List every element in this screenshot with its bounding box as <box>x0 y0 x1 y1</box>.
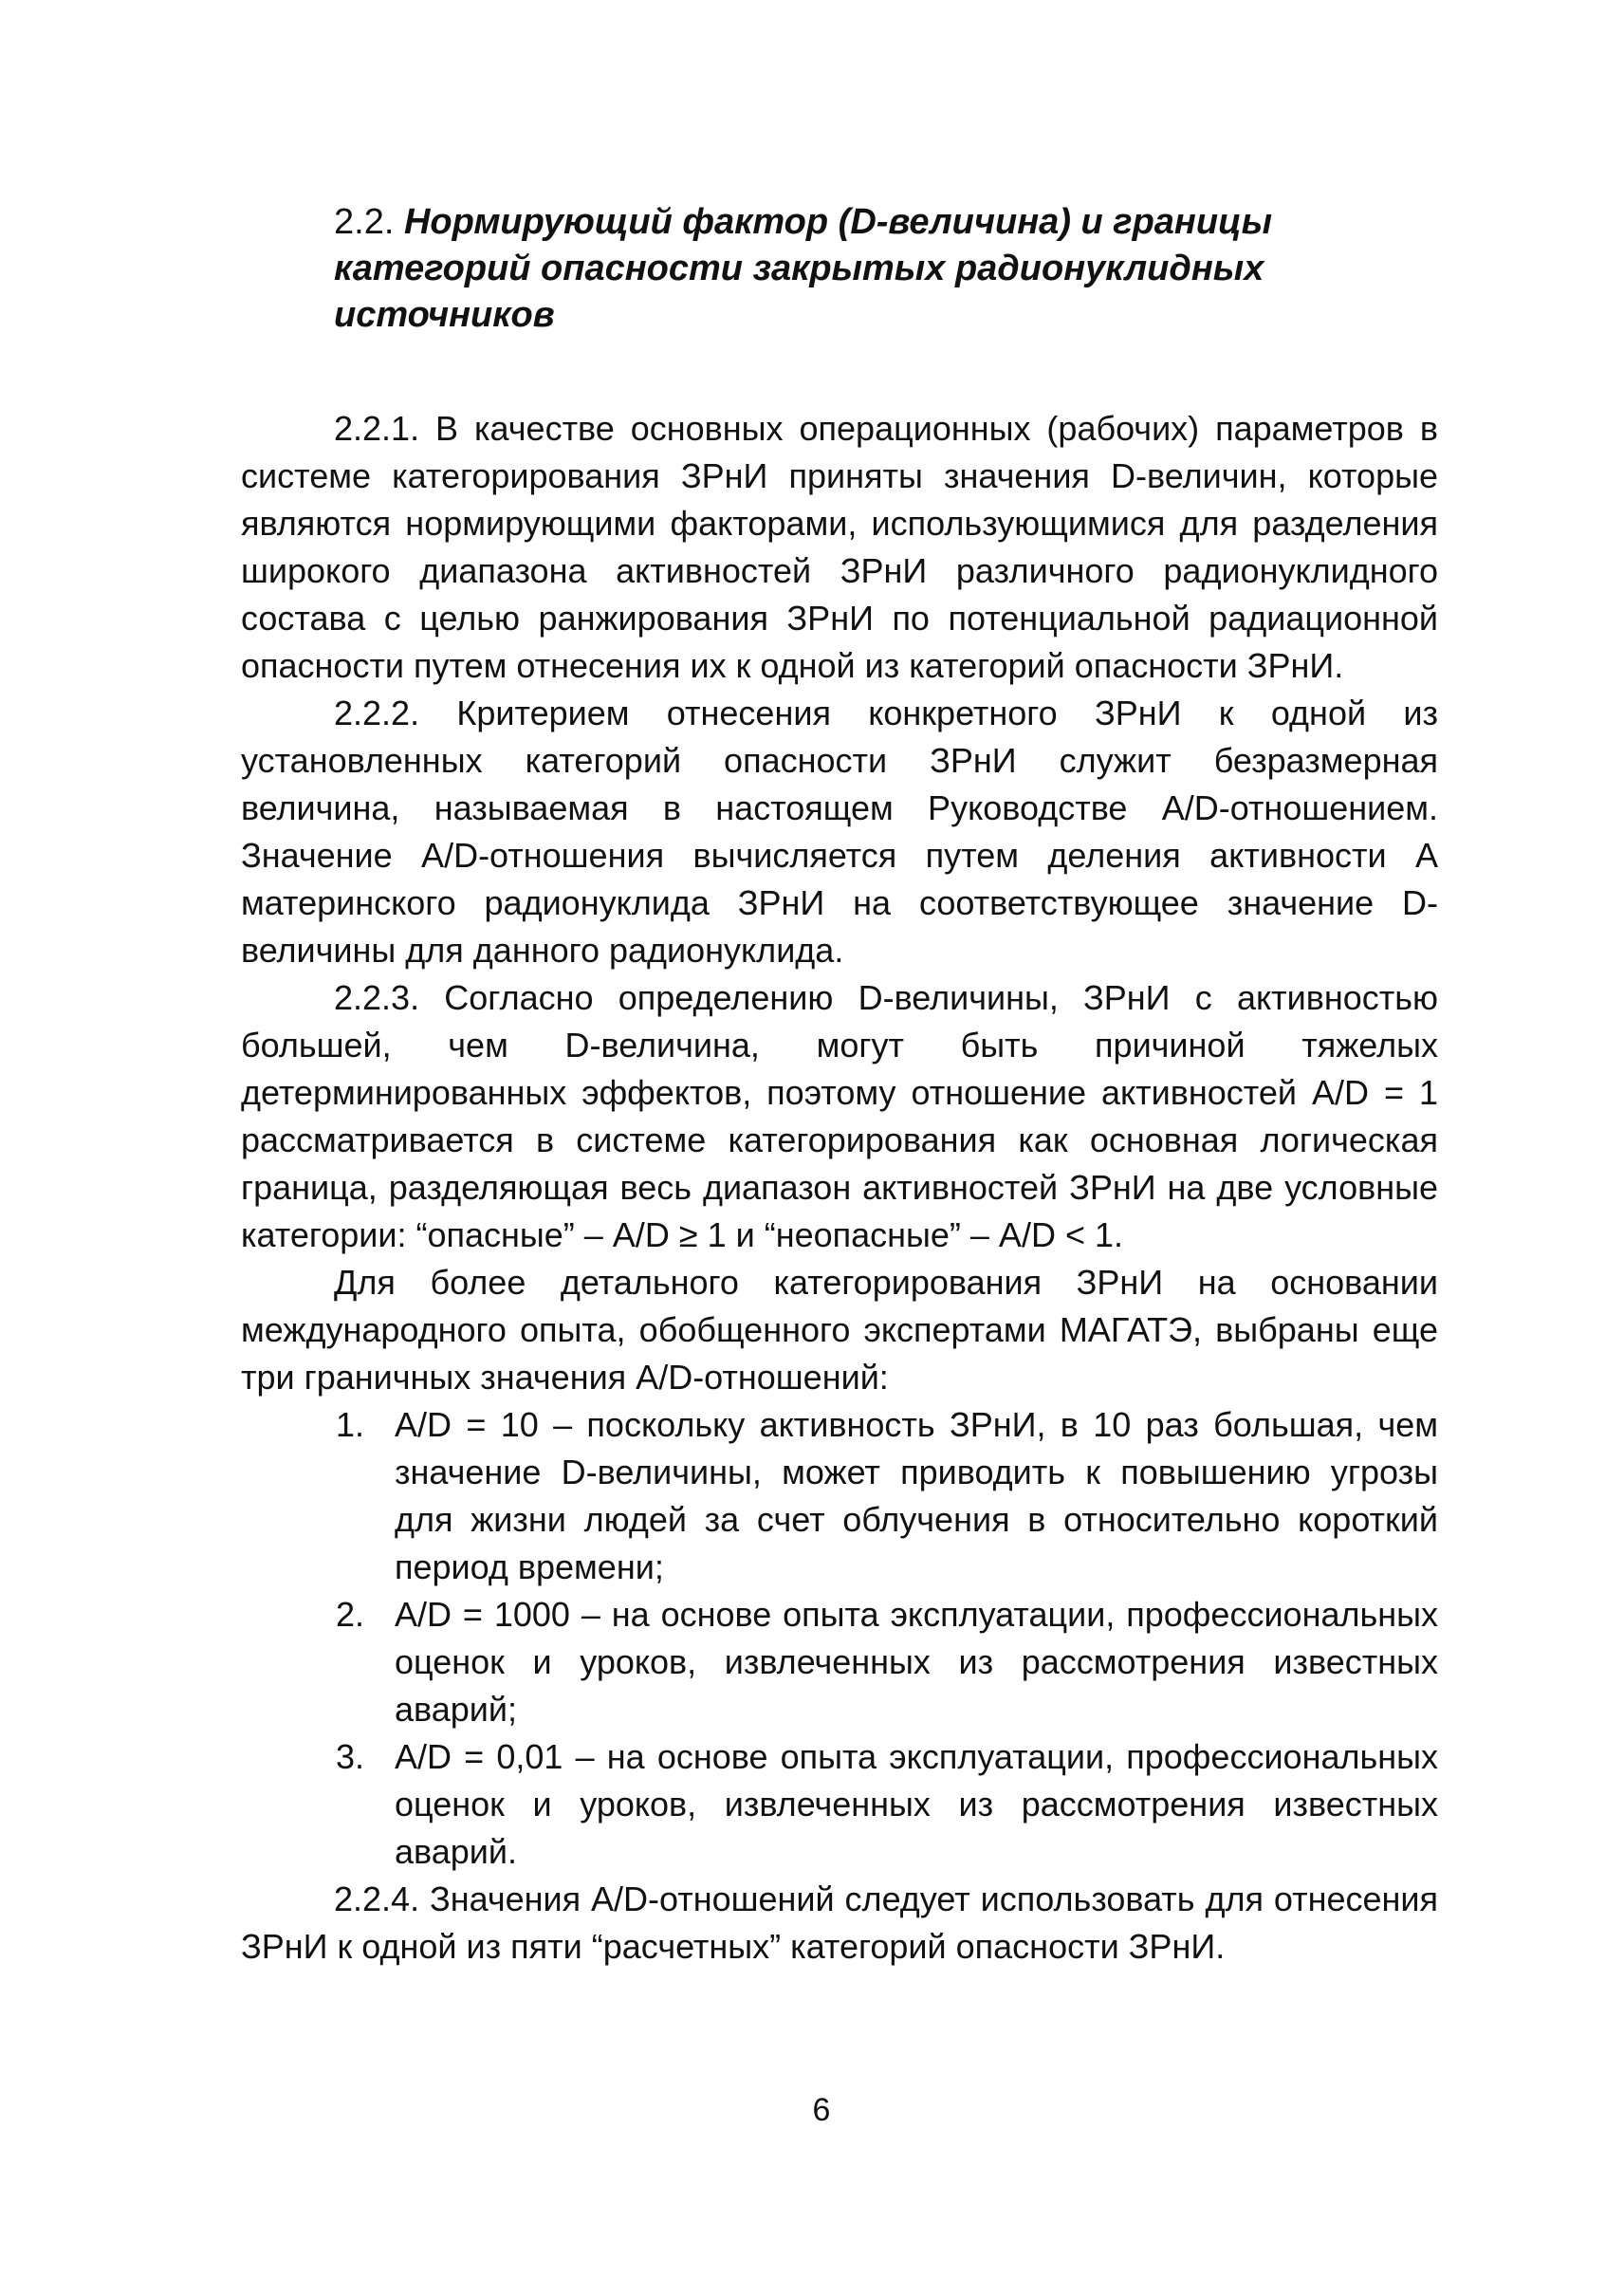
section-heading <box>241 199 1438 339</box>
list-item-text: A/D = 1000 – на основе опыта эксплуатации, профессиональных оценок и уроков, извлеченных из рассмотрения известных аварий; <box>395 1595 1438 1729</box>
list-marker: 2. <box>336 1595 365 1634</box>
paragraph-2-2-3 <box>241 974 1438 1259</box>
paragraph-number: 2.2.4. <box>334 1879 420 1918</box>
paragraph-text: Согласно определению D-величины, ЗРнИ с активностью большей, чем D-величина, могут быть причиной тяжелых детерминированных эффектов, поэтому отношение активностей A/D = 1 рассматривается в системе категорирования как основная логическая граница, разделяющая весь диапазон активностей ЗРнИ на две условные категории: “опасные” – A/D ≥ 1 и “неопасные” – A/D < 1. <box>241 978 1438 1254</box>
paragraph-text: Для более детального категорирования ЗРнИ на основании международного опыта, обобщенного экспертами МАГАТЭ, выбраны еще три граничных значения A/D-отношений: <box>241 1263 1438 1397</box>
paragraph-2-2-4 <box>241 1876 1438 1971</box>
list-item <box>241 1591 1438 1733</box>
list-marker: 3. <box>336 1737 365 1776</box>
paragraph-number: 2.2.3. <box>334 978 420 1017</box>
page-number: 6 <box>812 2092 831 2128</box>
paragraph-2-2-1 <box>241 405 1438 690</box>
section-number: 2.2. <box>334 202 395 242</box>
paragraph-number: 2.2.2. <box>334 694 420 732</box>
list-marker: 1. <box>336 1405 365 1444</box>
paragraph-number: 2.2.1. <box>334 409 420 448</box>
paragraph-boundary-values-intro <box>241 1259 1438 1401</box>
list-item-text: A/D = 0,01 – на основе опыта эксплуатации, профессиональных оценок и уроков, извлеченных из рассмотрения известных аварий. <box>395 1737 1438 1871</box>
paragraph-text: Значения A/D-отношений следует использовать для отнесения ЗРнИ к одной из пяти “расчетных” категорий опасности ЗРнИ. <box>241 1879 1438 1966</box>
paragraph-text: В качестве основных операционных (рабочих) параметров в системе категорирования ЗРнИ приняты значения D-величин, которые являются нормирующими факторами, использующимися для разделения широкого диапазона активностей ЗРнИ различного радионуклидного состава с целью ранжирования ЗРнИ по потенциальной радиационной опасности путем отнесения их к одной из категорий опасности ЗРнИ. <box>241 409 1438 685</box>
document-page <box>241 199 1438 1971</box>
list-item <box>241 1401 1438 1591</box>
section-title: Нормирующий фактор (D-величина) и границы категорий опасности закрытых радионуклидных источников <box>334 202 1273 335</box>
list-item <box>241 1733 1438 1876</box>
boundary-values-list <box>241 1401 1438 1876</box>
paragraph-2-2-2 <box>241 690 1438 974</box>
paragraph-text: Критерием отнесения конкретного ЗРнИ к одной из установленных категорий опасности ЗРнИ служит безразмерная величина, называемая в настоящем Руководстве A/D-отношением. Значение A/D-отношения вычисляется путем деления активности A материнского радионуклида ЗРнИ на соответствующее значение D-величины для данного радионуклида. <box>241 694 1438 970</box>
list-item-text: A/D = 10 – поскольку активность ЗРнИ, в 10 раз большая, чем значение D-величины, может приводить к повышению угрозы для жизни людей за счет облучения в относительно короткий период времени; <box>395 1405 1438 1586</box>
